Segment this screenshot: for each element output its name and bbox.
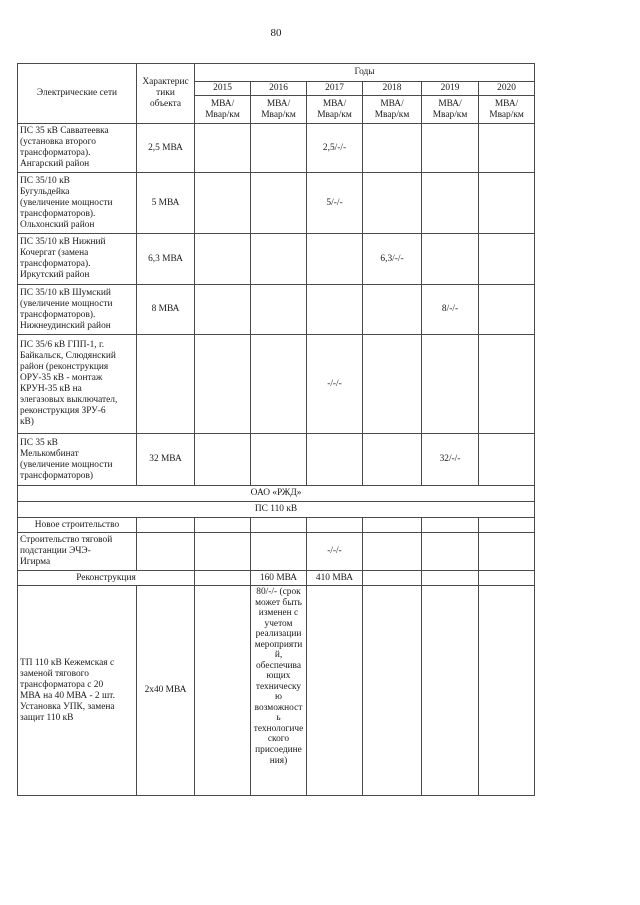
empty-cell [363,518,422,533]
value-2018 [363,124,422,173]
table-row [18,124,535,173]
note-line: технологиче [253,723,304,734]
section-new-construction-label: Новое строительство [18,518,137,533]
unit-line: Мвар/км [374,109,410,120]
value-2020 [479,234,535,285]
note-line: возможност [254,702,303,713]
value-2015 [195,434,251,486]
value-2018 [363,173,422,234]
section-reconstruction-label: Реконструкция [18,571,195,586]
unit-cell [479,96,535,124]
unit-line: МВА/ [380,98,404,109]
value-2016 [251,533,307,571]
value-2020 [479,285,535,335]
section-substation-title: ПС 110 кВ [18,502,535,518]
empty-cell [307,518,363,533]
investment-table [17,63,535,796]
object-name-line: КРУН-35 кВ на [20,384,82,394]
object-name-line: элегазовых выключател, [20,395,118,405]
object-name-line: Кочергат (замена [20,248,89,258]
object-name-line: трансформаторов) [20,470,94,481]
value-2020 [479,571,535,586]
section-row-new-construction [18,518,535,533]
object-name-line: трансформатора с 20 [20,679,104,690]
object-name-cell [18,335,137,434]
value-2020 [479,173,535,234]
table-row [18,533,535,571]
note-line: ния) [269,755,288,766]
object-name-cell [18,586,137,796]
object-name-cell [18,285,137,335]
unit-cell [251,96,307,124]
unit-line: МВА/ [438,98,462,109]
value-2019: 8/-/- [422,285,479,335]
value-2015 [195,234,251,285]
value-2017 [307,234,363,285]
note-line: техническу [255,681,302,692]
object-name-line: Установка УПК, замена [20,701,115,712]
object-characteristic: 6,3 МВА [137,234,195,285]
col-header-years: Годы [195,64,535,82]
object-name-cell [18,124,137,173]
unit-line: Мвар/км [432,109,468,120]
object-name-line: ПС 35/10 кВ [20,175,70,186]
value-2019 [422,173,479,234]
value-2019 [422,533,479,571]
table-row [18,173,535,234]
note-line: мероприяти [254,639,303,650]
page-number: 80 [270,27,282,39]
value-2018 [363,571,422,586]
value-2020 [479,335,535,434]
note-line: ского [267,734,290,745]
table-row [18,434,535,486]
note-line: ь [276,713,281,724]
object-name-cell [18,173,137,234]
value-2019 [422,124,479,173]
value-2016: 160 МВА [251,571,307,586]
object-name-line: ПС 35 кВ [20,437,58,448]
value-2020 [479,434,535,486]
object-characteristic [137,533,195,571]
col-header-network: Электрические сети [18,64,137,124]
value-2015 [195,533,251,571]
section-row-reconstruction [18,571,535,586]
value-2015 [195,124,251,173]
object-name-line: (увеличение мощности [20,459,113,470]
object-name-cell [18,434,137,486]
object-name-line: Ангарский район [20,159,90,169]
value-2016-note [251,586,307,796]
year-2020: 2020 [479,82,535,96]
value-2020 [479,586,535,796]
col-header-characteristics-line: Характерис [142,77,189,87]
unit-line: МВА/ [494,98,519,109]
unit-cell [422,96,479,124]
object-name-line: район (реконструкция [20,362,109,372]
value-2017: -/-/- [307,533,363,571]
object-name-line: трансформаторов). [20,208,96,219]
year-2016: 2016 [251,82,307,96]
col-header-characteristics-line: объекта [149,99,182,109]
object-name-line: Бугульдейка [20,186,70,197]
table-row [18,586,535,796]
empty-cell [479,518,535,533]
year-2019: 2019 [422,82,479,96]
value-2017: 5/-/- [307,173,363,234]
unit-line: МВА/ [210,98,235,109]
unit-line: МВА/ [266,98,291,109]
col-header-characteristics [137,64,195,124]
unit-line: Мвар/км [205,109,240,120]
note-line: реализации [255,629,302,640]
unit-line: Мвар/км [317,109,352,120]
object-name-line: заменой тягового [20,668,89,679]
object-name-line: Игирма [20,557,51,567]
value-2017: 2,5/-/- [307,124,363,173]
object-name-line: Нижнеудинский район [20,320,111,331]
year-2015: 2015 [195,82,251,96]
year-2017: 2017 [307,82,363,96]
object-name-line: МВА на 40 МВА - 2 шт. [20,690,115,701]
section-row-substation [18,502,535,518]
object-name-line: (установка второго [20,137,96,147]
value-2018 [363,285,422,335]
value-2018 [363,586,422,796]
note-line: 80/-/- (срок [256,587,301,597]
value-2015 [195,335,251,434]
value-2017 [307,285,363,335]
value-2016 [251,234,307,285]
object-characteristic: 5 МВА [137,173,195,234]
value-2016 [251,285,307,335]
unit-cell [363,96,422,124]
note-line: присоедине [255,744,302,755]
object-name-line: (увеличение мощности [20,197,113,208]
object-name-cell [18,234,137,285]
note-line: изменен с [258,608,299,619]
object-name-cell [18,533,137,571]
note-line: ющих [266,671,291,682]
object-name-line: ПС 35/10 кВ Шумский [20,287,111,298]
empty-cell [195,518,251,533]
unit-line: МВА/ [322,98,347,109]
object-name-line: Ольхонский район [20,219,95,230]
object-name-line: (увеличение мощности [20,298,113,309]
section-row-org [18,486,535,502]
value-2015 [195,571,251,586]
value-2019: 32/-/- [422,434,479,486]
note-line: й, [274,650,283,661]
unit-cell [307,96,363,124]
value-2016 [251,173,307,234]
object-name-line: подстанции ЭЧЭ- [20,546,91,556]
value-2018 [363,434,422,486]
object-name-line: ТП 110 кВ Кежемская с [20,657,115,668]
object-name-line: трансформаторов). [20,309,96,320]
note-line: учетом [264,618,293,629]
empty-cell [137,518,195,533]
object-name-line: кВ) [20,417,34,427]
object-name-line: ПС 35/6 кВ ГПП-1, г. [20,340,105,350]
value-2015 [195,285,251,335]
value-2016 [251,335,307,434]
object-name-line: ОРУ-35 кВ - монтаж [20,373,103,383]
value-2018 [363,335,422,434]
object-name-line: Строительство тяговой [20,535,113,545]
object-name-line: ПС 35 кВ Савватеевка [20,126,109,136]
value-2017: 410 МВА [307,571,363,586]
object-characteristic [137,335,195,434]
value-2018: 6,3/-/- [363,234,422,285]
object-name-line: ПС 35/10 кВ Нижний [20,237,106,247]
header-row-1 [18,64,535,82]
value-2019 [422,234,479,285]
value-2020 [479,124,535,173]
empty-cell [251,518,307,533]
note-line: ю [274,692,282,703]
object-name-line: Иркутский район [20,270,90,280]
empty-cell [422,518,479,533]
object-name-line: Байкальск, Слюдянский [20,351,116,361]
value-2016 [251,124,307,173]
value-2019 [422,571,479,586]
value-2016 [251,434,307,486]
value-2015 [195,586,251,796]
note-line: обеспечива [255,660,302,671]
value-2015 [195,173,251,234]
col-header-characteristics-line: тики [156,88,175,98]
table-row [18,335,535,434]
value-2017: -/-/- [307,335,363,434]
object-characteristic: 2,5 МВА [137,124,195,173]
value-2019 [422,586,479,796]
object-name-line: защит 110 кВ [20,712,74,723]
object-characteristic: 32 МВА [137,434,195,486]
unit-line: Мвар/км [489,109,524,120]
object-characteristic: 2х40 МВА [137,586,195,796]
object-name-line: трансформатора). [20,148,91,158]
value-2019 [422,335,479,434]
value-2018 [363,533,422,571]
unit-line: Мвар/км [261,109,296,120]
year-2018: 2018 [363,82,422,96]
object-name-line: трансформатора). [20,259,91,269]
object-characteristic: 8 МВА [137,285,195,335]
value-2017 [307,586,363,796]
unit-cell [195,96,251,124]
table-row [18,234,535,285]
value-2017 [307,434,363,486]
object-name-line: Мелькомбинат [20,448,79,459]
value-2020 [479,533,535,571]
table-row [18,285,535,335]
object-name-line: реконструкция ЗРУ-6 [20,406,106,416]
section-org-title: ОАО «РЖД» [18,486,535,502]
note-line: может быть [255,597,302,608]
